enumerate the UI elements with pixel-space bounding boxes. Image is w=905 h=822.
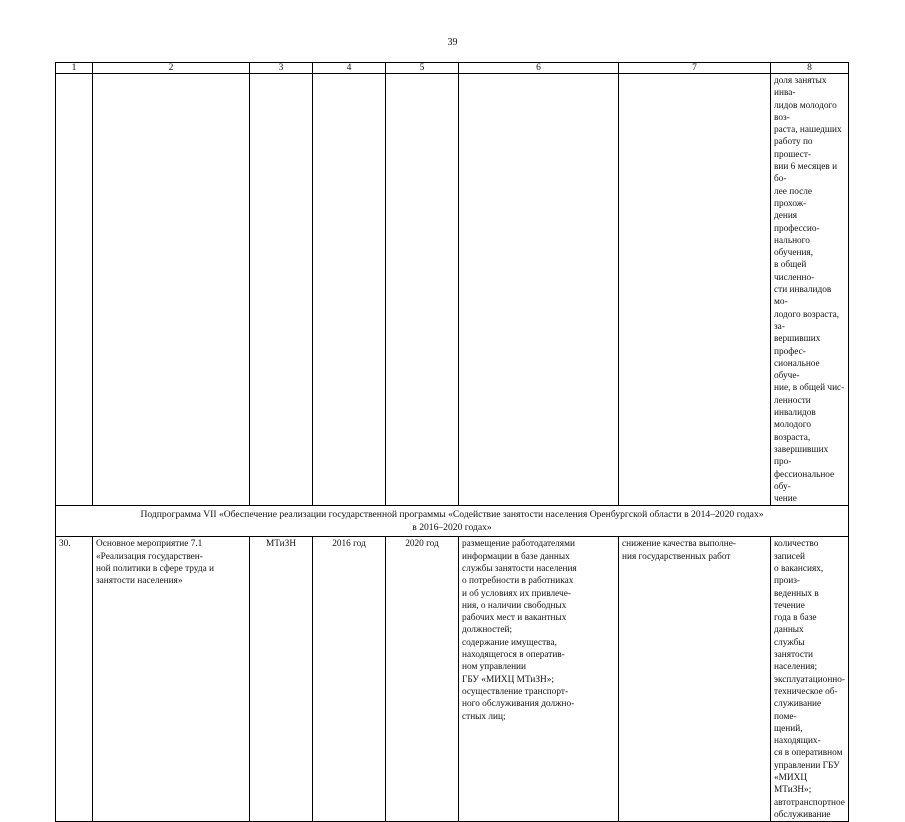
end-year: 2020 год — [386, 537, 459, 822]
cont-cell-5 — [386, 74, 459, 506]
continuation-row — [56, 74, 849, 506]
subprogram-title-line2: в 2016–2020 годах» — [412, 521, 492, 533]
program-measures-table — [55, 62, 849, 822]
header-col-8: 8 — [771, 63, 849, 74]
cont-cell-1 — [56, 74, 93, 506]
cont-cell-7 — [619, 74, 771, 506]
subprogram-title — [56, 506, 849, 537]
header-col-2: 2 — [93, 63, 250, 74]
page-number: 39 — [447, 37, 458, 48]
table-header-row — [56, 63, 849, 74]
subprogram-title-line1: Подпрограмма VII «Обеспечение реализации государственной программы «Содействие занятости населения Оренбургской области в 2014–2020 годах» — [140, 509, 764, 521]
header-col-3: 3 — [250, 63, 313, 74]
expected-result: размещение работодателями информации в базе данных службы занятости населения о потребности в работниках и об условиях их привлече- ния, о наличии свободных рабочих мест и вакантных должностей; содержание имущества, находящегося в оператив- ном управлении ГБУ «МИХЦ МТиЗН»; осуществление транспорт- ного обслуживания должно- стных лиц; — [459, 537, 619, 822]
subprogram-row — [56, 506, 849, 537]
row-number: 30. — [56, 537, 93, 822]
table-row — [56, 537, 849, 822]
cont-cell-3 — [250, 74, 313, 506]
cont-cell-2 — [93, 74, 250, 506]
header-col-4: 4 — [313, 63, 386, 74]
cont-cell-6 — [459, 74, 619, 506]
header-col-5: 5 — [386, 63, 459, 74]
consequence: снижение качества выполне- ния государственных работ — [619, 537, 771, 822]
cont-indicator-cell: доля занятых инва- лидов молодого воз- раста, нашедших работу по прошест- вии 6 месяцев и бо- лее после прохож- дения профессио- нального обучения, в общей численно- сти инвалидов мо- лодого возраста, за- вершивших профес- сиональное обуче- ние, в общей чис- ленности инвалидов молодого возраста, завершивших про- фессиональное обу- чение — [771, 74, 849, 506]
executor: МТиЗН — [250, 537, 313, 822]
indicator: количество записей о вакансиях, произ- веденных в течение года в базе данных службы занятости населения; эксплуатационно- техническое об- служивание поме- щений, находящих- ся в оперативном управлении ГБУ «МИХЦ МТиЗН»; автотранспортное обслуживание — [771, 537, 849, 822]
header-col-1: 1 — [56, 63, 93, 74]
header-col-7: 7 — [619, 63, 771, 74]
measure-name: Основное мероприятие 7.1 «Реализация государствен- ной политики в сфере труда и занятости населения» — [93, 537, 250, 822]
header-col-6: 6 — [459, 63, 619, 74]
cont-cell-4 — [313, 74, 386, 506]
start-year: 2016 год — [313, 537, 386, 822]
